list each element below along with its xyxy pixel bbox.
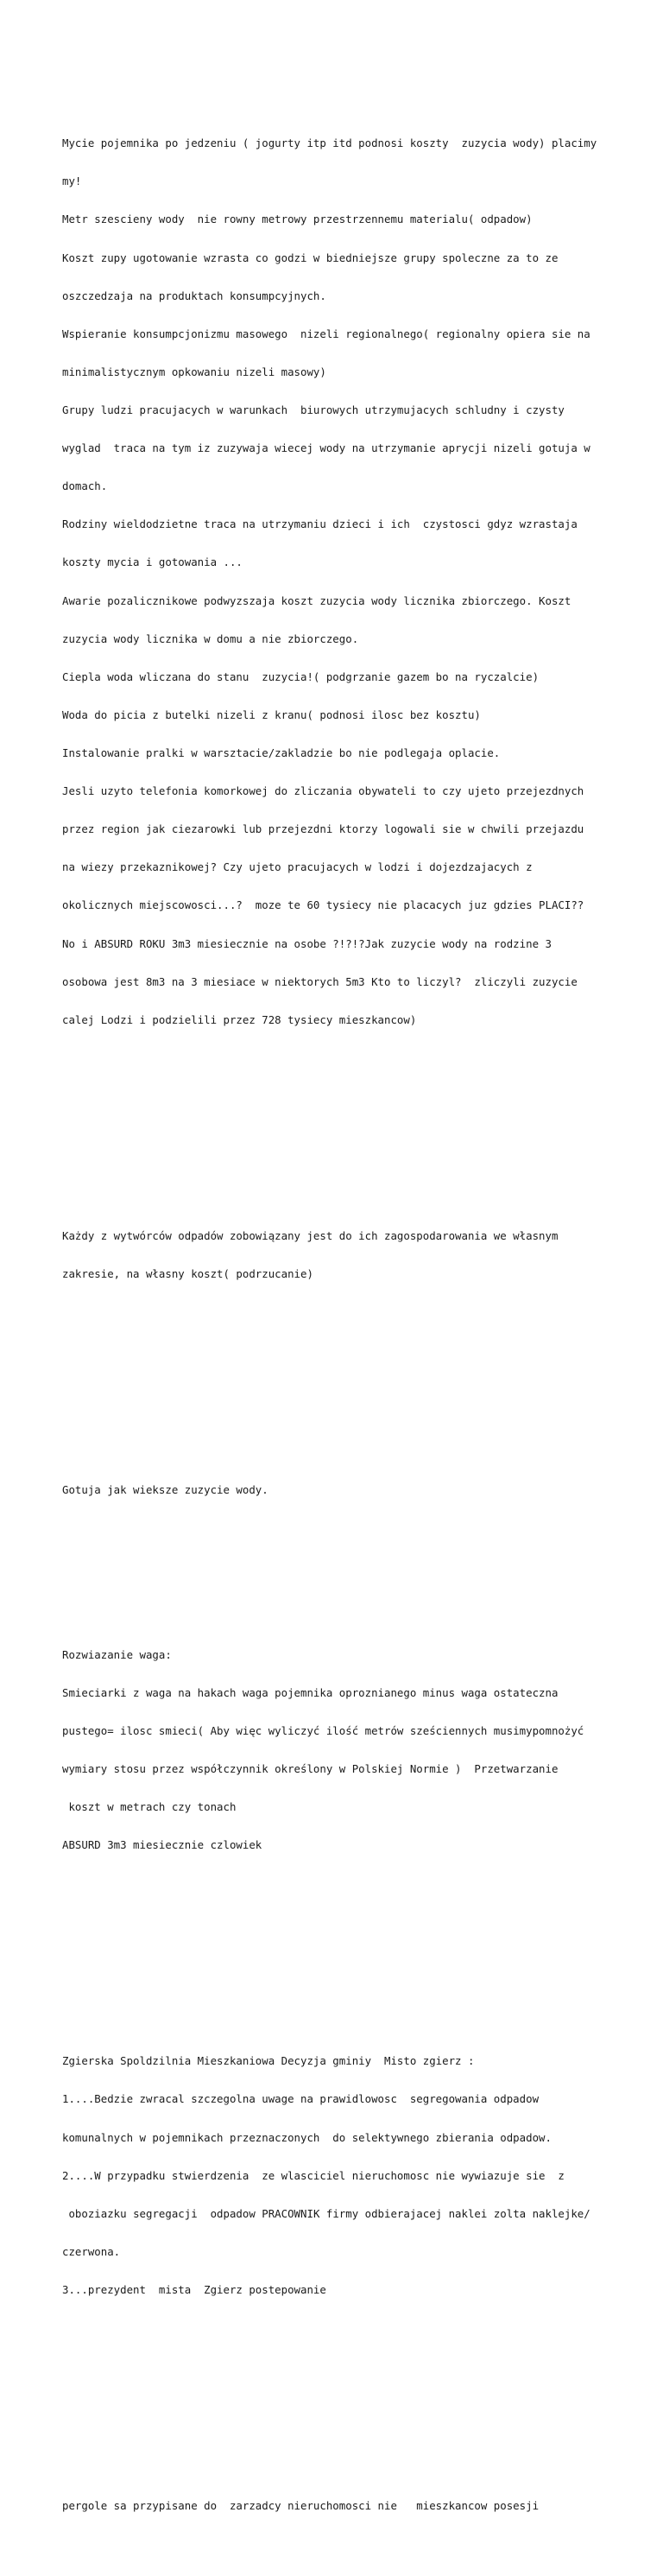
paragraph-waste-producers — [62, 1204, 606, 1306]
text-line: calej Lodzi i podzielili przez 728 tysiecy mieszkancow) — [62, 1012, 417, 1026]
text-line: Każdy z wytwórców odpadów zobowiązany jest do ich zagospodarowania we własnym — [62, 1228, 559, 1242]
paragraph-weight-solution — [62, 1623, 606, 1877]
paragraph-spacer — [62, 1916, 606, 1941]
text-line: my! — [62, 174, 82, 188]
text-line: Metr szescieny wody nie rowny metrowy przestrzennemu materialu( odpadow) — [62, 213, 533, 226]
text-line: czerwona. — [62, 2244, 121, 2258]
text-line: Mycie pojemnika po jedzeniu ( jogurty itp itd podnosi koszty zuzycia wody) placimy — [62, 136, 597, 150]
text-line: osobowa jest 8m3 na 3 miesiace w niektorych 5m3 Kto to liczyl? zliczyli zuzycie — [62, 974, 578, 988]
text-line: Wspieranie konsumpcjonizmu masowego nizeli regionalnego( regionalny opiera sie na — [62, 327, 590, 340]
paragraph-spacer — [62, 1090, 606, 1115]
text-line: koszty mycia i gotowania ... — [62, 555, 243, 569]
paragraph-spacer — [62, 1966, 606, 1979]
text-line: wyglad traca na tym iz zuzywaja wiecej wody na utrzymanie aprycji nizeli gotuja w — [62, 441, 590, 455]
text-line: okolicznych miejscowosci...? moze te 60 tysiecy nie placacych juz gdzies PLACI?? — [62, 898, 584, 912]
text-line: Rodziny wieldodzietne traca na utrzymaniu dzieci i ich czystosci gdyz wzrastaja — [62, 517, 578, 531]
text-line: koszt w metrach czy tonach — [62, 1800, 237, 1814]
text-line: pustego= ilosc smieci( Aby więc wyliczyć ilość metrów sześciennych musimypomnożyć — [62, 1724, 584, 1738]
paragraph-cooking — [62, 1458, 606, 1522]
paragraph-spacer — [62, 2360, 606, 2385]
paragraph-spacer — [62, 1141, 606, 1154]
text-line: zakresie, na własny koszt( podrzucanie) — [62, 1266, 313, 1280]
paragraph-spacer — [62, 2411, 606, 2424]
text-line: zuzycia wody licznika w domu a nie zbiorczego. — [62, 631, 359, 645]
text-line: pergole sa przypisane do zarzadcy nieruchomosci nie mieszkancow posesji — [62, 2498, 540, 2512]
text-line: Gotuja jak wieksze zuzycie wody. — [62, 1482, 268, 1496]
text-line: na wiezy przekaznikowej? Czy ujeto pracujacych w lodzi i dojezdzajacych z — [62, 860, 533, 874]
text-line: Rozwiazanie waga: — [62, 1647, 172, 1661]
text-line: oszczedzaja na produktach konsumpcyjnych. — [62, 289, 326, 302]
text-line: domach. — [62, 479, 108, 493]
paragraph-pergolas — [62, 2474, 606, 2538]
text-line: komunalnych w pojemnikach przeznaczonych do selektywnego zbierania odpadow. — [62, 2130, 552, 2144]
text-line: No i ABSURD ROKU 3m3 miesiecznie na osobe ?!?!?Jak zuzycie wody na rodzine 3 — [62, 936, 552, 950]
text-line: 2....W przypadku stwierdzenia ze wlasciciel nieruchomosc nie wywiazuje sie z — [62, 2168, 565, 2182]
paragraph-spacer — [62, 1344, 606, 1369]
text-line: Zgierska Spoldzilnia Mieszkaniowa Decyzja gminiy Misto zgierz : — [62, 2054, 475, 2068]
paragraph-water-costs — [62, 112, 606, 1052]
text-line: Grupy ludzi pracujacych w warunkach biurowych utrzymujacych schludny i czysty — [62, 403, 565, 416]
paragraph-zgierz-decision — [62, 2030, 606, 2322]
paragraph-spacer — [62, 1560, 606, 1573]
paragraph-spacer — [62, 1395, 606, 1408]
text-line: Koszt zupy ugotowanie wzrasta co godzi w biedniejsze grupy spoleczne za to ze — [62, 251, 559, 264]
text-line: wymiary stosu przez współczynnik określony w Polskiej Normie ) Przetwarzanie — [62, 1762, 559, 1776]
text-line: minimalistycznym opkowaniu nizeli masowy) — [62, 365, 326, 378]
text-line: Ciepla woda wliczana do stanu zuzycia!( podgrzanie gazem bo na ryczalcie) — [62, 669, 540, 683]
text-line: Smieciarki z waga na hakach waga pojemnika oproznianego minus waga ostateczna — [62, 1685, 559, 1699]
text-line: 1....Bedzie zwracal szczegolna uwage na prawidlowosc segregowania odpadow — [62, 2092, 540, 2106]
document-body — [62, 61, 606, 2576]
text-line: Woda do picia z butelki nizeli z kranu( podnosi ilosc bez kosztu) — [62, 707, 481, 721]
text-line: Instalowanie pralki w warsztacie/zakladzie bo nie podlegaja oplacie. — [62, 746, 501, 759]
text-line: oboziazku segregacji odpadow PRACOWNIK firmy odbierajacej naklei zolta naklejke/ — [62, 2206, 590, 2220]
text-line: przez region jak ciezarowki lub przejezdni ktorzy logowali sie w chwili przejazdu — [62, 822, 584, 836]
text-line: 3...prezydent mista Zgierz postepowanie — [62, 2282, 326, 2296]
text-line: Jesli uzyto telefonia komorkowej do zliczania obywateli to czy ujeto przejezdnych — [62, 784, 584, 798]
text-line: Awarie pozalicznikowe podwyzszaja koszt zuzycia wody licznika zbiorczego. Koszt — [62, 593, 571, 607]
text-line: ABSURD 3m3 miesiecznie czlowiek — [62, 1838, 262, 1852]
